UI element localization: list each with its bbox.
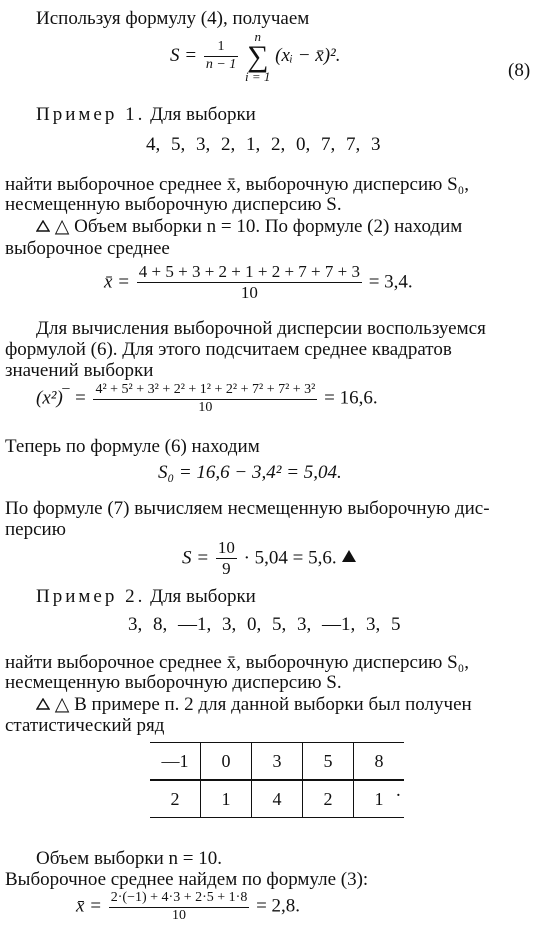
formula-mean-1-denominator: 10 <box>240 283 258 303</box>
text-line-t14: статистический ряд <box>5 715 165 736</box>
text-line-t4: выборочное среднее <box>5 238 170 259</box>
text-line-t6: формулой (6). Для этого подсчитаем среднее квадратов <box>5 339 452 360</box>
formula-8-body: (xᵢ − x̄)². <box>275 44 341 66</box>
formula-mean-1-right: = 3,4. <box>368 271 413 293</box>
text-line-t5: Для вычисления выборочной дисперсии воспользуемся <box>36 318 486 339</box>
text-line-t11: найти выборочное среднее x̄, выборочную дисперсию S₀, <box>5 652 470 673</box>
example-2-label: Пример 2. <box>36 586 146 607</box>
table-cell: —1 <box>150 743 201 781</box>
example-1-label: Пример 1. <box>36 104 146 125</box>
intro-line: Используя формулу (4), получаем <box>36 8 310 29</box>
white-triangle-icon <box>36 216 50 237</box>
formula-mean-1-numerator: 4 + 5 + 3 + 2 + 1 + 2 + 7 + 7 + 3 <box>137 262 362 283</box>
statistical-series-table <box>150 742 404 818</box>
table-cell: 1 <box>354 780 405 818</box>
sum-upper-limit: n <box>254 29 261 44</box>
table-cell: 3 <box>252 743 303 781</box>
text-line-t16: Выборочное среднее найдем по формуле (3): <box>5 869 369 890</box>
black-triangle-icon <box>341 547 357 568</box>
formula-mean-squares-fraction <box>93 382 317 417</box>
text-line-t12: несмещенную выборочную дисперсию S. <box>5 672 342 693</box>
text-line-t1: найти выборочное среднее x̄, выборочную дисперсию S₀, <box>5 174 470 195</box>
formula-mean-squares-left: (x²)‾ = <box>36 387 87 409</box>
formula-s-denominator: 9 <box>222 559 231 579</box>
formula-mean-1 <box>104 262 413 304</box>
formula-mean-squares-right: = 16,6. <box>324 387 378 409</box>
example-1-text: Для выборки <box>150 104 256 125</box>
sum-lower-limit: i = 1 <box>245 69 271 84</box>
text-line-t13: △ В примере п. 2 для данной выборки был получен <box>36 694 472 715</box>
sample-2: 3, 8, —1, 3, 0, 5, 3, —1, 3, 5 <box>128 614 401 635</box>
formula-s-fraction <box>216 538 237 580</box>
formula-mean-squares-numerator: 4² + 5² + 3² + 2² + 1² + 2² + 7² + 7² + 3² <box>93 382 317 400</box>
formula-mean-2-fraction <box>109 890 250 925</box>
table-row-counts <box>150 780 404 818</box>
text-line-t3: △ Объем выборки n = 10. По формуле (2) находим <box>36 216 462 237</box>
sum-sign <box>245 30 270 83</box>
equation-number-8: (8) <box>508 60 531 81</box>
formula-mean-2-numerator: 2·(−1) + 4·3 + 2·5 + 1·8 <box>109 890 250 908</box>
text-line-t9: По формуле (7) вычисляем несмещенную выборочную дис- <box>5 498 490 519</box>
formula-mean-2-right: = 2,8. <box>256 895 301 917</box>
text-line-t10: персию <box>5 519 66 540</box>
table-cell: 8 <box>354 743 405 781</box>
formula-s <box>182 538 357 580</box>
text-line-t8: Теперь по формуле (6) находим <box>5 436 260 457</box>
text-line-t2: несмещенную выборочную дисперсию S. <box>5 194 342 215</box>
sample-1: 4, 5, 3, 2, 1, 2, 0, 7, 7, 3 <box>146 134 381 155</box>
table-cell: 2 <box>303 780 354 818</box>
formula-mean-squares-denominator: 10 <box>198 399 213 415</box>
formula-8-fraction <box>204 39 238 74</box>
formula-mean-squares <box>36 382 378 417</box>
text-line-t7: значений выборки <box>5 360 154 381</box>
example-2-heading <box>36 586 256 607</box>
formula-s0: S₀ = 16,6 − 3,4² = 5,04. <box>158 462 342 483</box>
white-triangle-icon <box>36 694 50 715</box>
table-row-values <box>150 743 404 781</box>
table-period: . <box>396 780 401 801</box>
formula-mean-1-left: x̄ = <box>104 271 131 293</box>
formula-mean-2-denominator: 10 <box>172 907 187 923</box>
text-line-t15: Объем выборки n = 10. <box>36 848 222 869</box>
formula-8 <box>170 30 340 83</box>
sigma-icon: ∑ <box>247 40 269 73</box>
example-2-text: Для выборки <box>150 586 256 607</box>
formula-mean-1-fraction <box>137 262 362 304</box>
table-cell: 4 <box>252 780 303 818</box>
formula-mean-2 <box>76 890 300 925</box>
formula-s-left: S = <box>182 547 210 569</box>
formula-8-denominator: n − 1 <box>205 57 237 72</box>
formula-8-left: S = <box>170 44 198 66</box>
table-cell: 2 <box>150 780 201 818</box>
example-1-heading <box>36 104 256 125</box>
table-cell: 1 <box>201 780 252 818</box>
table-cell: 5 <box>303 743 354 781</box>
table-cell: 0 <box>201 743 252 781</box>
formula-s-numerator: 10 <box>216 538 237 559</box>
formula-s-right: · 5,04 = 5,6. <box>243 547 337 569</box>
formula-mean-2-left: x̄ = <box>76 895 103 917</box>
formula-8-numerator: 1 <box>204 39 238 57</box>
